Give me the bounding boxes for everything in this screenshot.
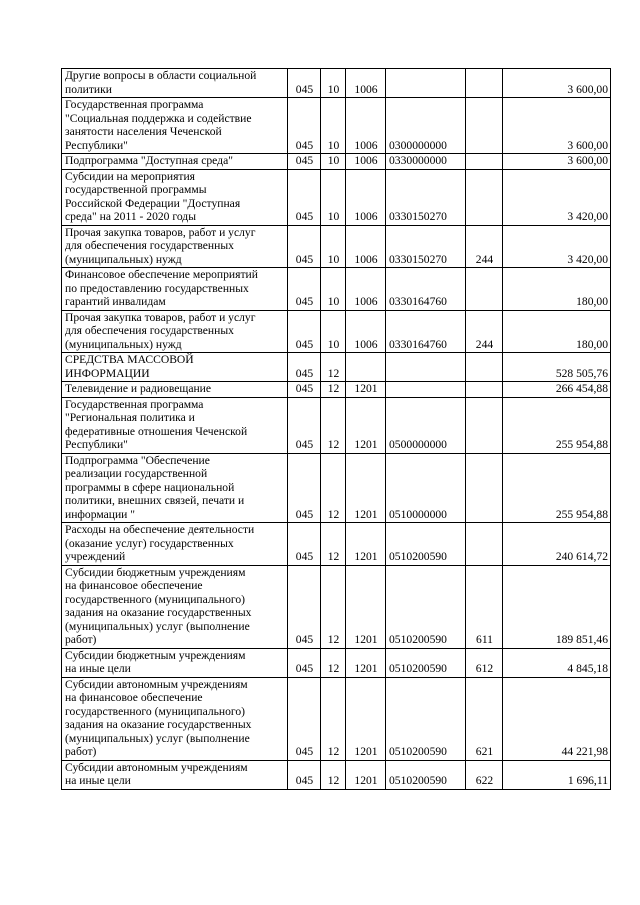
- target-article-text: 0510000000: [389, 507, 447, 521]
- section-code-cell: [321, 565, 346, 648]
- amount-text: 3 420,00: [567, 210, 608, 223]
- expense-name-cell: [62, 648, 288, 677]
- section-code-text: 12: [327, 774, 340, 787]
- admin-code-text: 045: [295, 382, 314, 395]
- section-code-cell: [321, 760, 346, 789]
- amount-cell: [503, 453, 611, 523]
- amount-text: 189 851,46: [555, 633, 608, 646]
- subsection-code-cell: [346, 154, 386, 170]
- expense-name-text: Прочая закупка товаров, работ и услуг для обеспечения государственных (муниципальных) нужд: [65, 310, 256, 351]
- expense-name-text: Финансовое обеспечение мероприятий по предоставлению государственных гарантий инвалидам: [65, 268, 258, 308]
- subsection-code-text: 1006: [354, 252, 378, 266]
- expense-name-cell: [62, 397, 288, 453]
- amount-text: 3 600,00: [567, 138, 608, 152]
- expense-name-cell: [62, 225, 288, 268]
- expense-type-text: 622: [475, 774, 494, 787]
- target-article-text: 0510200590: [389, 662, 447, 675]
- expense-type-cell: [466, 760, 503, 789]
- subsection-code-cell: [346, 648, 386, 677]
- section-code-text: 10: [327, 82, 340, 96]
- subsection-code-cell: [346, 353, 386, 382]
- expense-type-cell: [466, 677, 503, 760]
- expense-type-cell: [466, 565, 503, 648]
- expense-type-cell: [466, 382, 503, 398]
- admin-code-cell: [288, 565, 321, 648]
- subsection-code-cell: [346, 523, 386, 566]
- subsection-code-text: 1201: [354, 550, 378, 563]
- section-code-cell: [321, 98, 346, 154]
- subsection-code-text: 1006: [354, 295, 378, 308]
- expense-type-cell: [466, 397, 503, 453]
- subsection-code-cell: [346, 397, 386, 453]
- admin-code-cell: [288, 677, 321, 760]
- admin-code-cell: [288, 353, 321, 382]
- section-code-text: 12: [327, 366, 340, 380]
- expense-type-cell: [466, 225, 503, 268]
- amount-text: 3 600,00: [567, 82, 608, 96]
- amount-text: 180,00: [576, 295, 608, 308]
- target-article-cell: [386, 310, 466, 353]
- amount-cell: [503, 565, 611, 648]
- table-row: [62, 310, 611, 353]
- admin-code-cell: [288, 98, 321, 154]
- target-article-cell: [386, 169, 466, 225]
- amount-cell: [503, 69, 611, 98]
- admin-code-text: 045: [295, 774, 314, 787]
- amount-cell: [503, 523, 611, 566]
- amount-cell: [503, 648, 611, 677]
- expense-name-text: Субсидии автономным учреждениям на иные цели: [65, 760, 248, 787]
- amount-text: 44 221,98: [561, 745, 608, 758]
- table-row: [62, 268, 611, 311]
- section-code-cell: [321, 648, 346, 677]
- amount-text: 4 845,18: [567, 662, 608, 675]
- admin-code-cell: [288, 169, 321, 225]
- section-code-cell: [321, 453, 346, 523]
- expense-type-cell: [466, 98, 503, 154]
- target-article-cell: [386, 154, 466, 170]
- subsection-code-cell: [346, 69, 386, 98]
- section-code-text: 10: [327, 337, 340, 351]
- admin-code-text: 045: [295, 138, 314, 152]
- amount-text: 240 614,72: [555, 550, 608, 563]
- expense-type-text: 611: [476, 633, 493, 646]
- admin-code-cell: [288, 523, 321, 566]
- table-row: [62, 98, 611, 154]
- budget-table: [61, 68, 611, 790]
- admin-code-cell: [288, 69, 321, 98]
- table-row: [62, 353, 611, 382]
- amount-text: 3 600,00: [567, 154, 608, 167]
- amount-text: 266 454,88: [555, 382, 608, 395]
- subsection-code-text: 1201: [354, 382, 378, 395]
- expense-name-cell: [62, 760, 288, 789]
- admin-code-cell: [288, 760, 321, 789]
- admin-code-cell: [288, 453, 321, 523]
- target-article-text: 0330164760: [389, 337, 447, 351]
- expense-type-cell: [466, 523, 503, 566]
- table-row: [62, 382, 611, 398]
- subsection-code-text: 1006: [354, 337, 378, 351]
- subsection-code-text: 1201: [354, 774, 378, 787]
- section-code-cell: [321, 169, 346, 225]
- expense-name-cell: [62, 169, 288, 225]
- target-article-text: 0330150270: [389, 252, 447, 266]
- amount-cell: [503, 169, 611, 225]
- expense-type-cell: [466, 310, 503, 353]
- expense-name-cell: [62, 154, 288, 170]
- amount-cell: [503, 98, 611, 154]
- section-code-text: 12: [327, 382, 340, 395]
- admin-code-text: 045: [295, 438, 314, 451]
- amount-cell: [503, 154, 611, 170]
- expense-name-text: Субсидии на мероприятия государственной программы Российской Федерации "Доступная среда" на 2011 - 2020 годы: [65, 169, 241, 223]
- expense-type-cell: [466, 268, 503, 311]
- admin-code-text: 045: [295, 550, 314, 563]
- subsection-code-cell: [346, 310, 386, 353]
- subsection-code-text: 1201: [354, 438, 378, 451]
- section-code-cell: [321, 353, 346, 382]
- section-code-cell: [321, 397, 346, 453]
- expense-name-text: Телевидение и радиовещание: [65, 382, 212, 395]
- admin-code-text: 045: [295, 337, 314, 351]
- target-article-cell: [386, 760, 466, 789]
- admin-code-text: 045: [295, 295, 314, 308]
- table-row: [62, 69, 611, 98]
- expense-name-text: Субсидии бюджетным учреждениям на финансовое обеспечение государственного (муниципального) задания на оказание государственных (муниципальных) услуг (выполнение работ): [65, 565, 252, 646]
- target-article-cell: [386, 677, 466, 760]
- section-code-text: 10: [327, 210, 340, 223]
- target-article-cell: [386, 397, 466, 453]
- target-article-cell: [386, 648, 466, 677]
- subsection-code-text: 1201: [354, 507, 378, 521]
- expense-type-text: 621: [475, 745, 494, 758]
- expense-name-text: Субсидии автономным учреждениям на финансовое обеспечение государственного (муниципального) задания на оказание государственных (муниципальных) услуг (выполнение работ): [65, 677, 252, 758]
- budget-table-body: [62, 69, 611, 790]
- section-code-cell: [321, 69, 346, 98]
- table-row: [62, 169, 611, 225]
- amount-text: 180,00: [576, 337, 608, 351]
- expense-name-text: Подпрограмма "Доступная среда": [65, 154, 233, 167]
- table-row: [62, 225, 611, 268]
- subsection-code-text: 1006: [354, 154, 378, 167]
- amount-text: 1 696,11: [567, 774, 608, 787]
- subsection-code-cell: [346, 225, 386, 268]
- target-article-cell: [386, 69, 466, 98]
- subsection-code-cell: [346, 760, 386, 789]
- section-code-text: 10: [327, 295, 340, 308]
- amount-cell: [503, 310, 611, 353]
- amount-text: 3 420,00: [567, 252, 608, 266]
- target-article-cell: [386, 353, 466, 382]
- section-code-text: 10: [327, 138, 340, 152]
- admin-code-text: 045: [295, 252, 314, 266]
- section-code-cell: [321, 268, 346, 311]
- admin-code-cell: [288, 225, 321, 268]
- expense-name-text: Субсидии бюджетным учреждениям на иные цели: [65, 648, 246, 675]
- expense-name-text: Подпрограмма "Обеспечение реализации государственной программы в сфере национальной политики, внешних связей, печати и информации ": [65, 453, 245, 521]
- subsection-code-text: 1201: [354, 633, 378, 646]
- section-code-cell: [321, 310, 346, 353]
- target-article-text: 0510200590: [389, 745, 447, 758]
- table-row: [62, 565, 611, 648]
- expense-type-cell: [466, 69, 503, 98]
- subsection-code-cell: [346, 169, 386, 225]
- target-article-cell: [386, 453, 466, 523]
- table-row: [62, 523, 611, 566]
- section-code-text: 12: [327, 438, 340, 451]
- subsection-code-cell: [346, 565, 386, 648]
- expense-name-cell: [62, 382, 288, 398]
- admin-code-text: 045: [295, 507, 314, 521]
- amount-cell: [503, 382, 611, 398]
- section-code-cell: [321, 225, 346, 268]
- amount-text: 255 954,88: [555, 507, 608, 521]
- subsection-code-text: 1201: [354, 745, 378, 758]
- subsection-code-cell: [346, 268, 386, 311]
- admin-code-text: 045: [295, 745, 314, 758]
- section-code-text: 12: [327, 550, 340, 563]
- expense-type-cell: [466, 353, 503, 382]
- target-article-text: 0300000000: [389, 138, 447, 152]
- target-article-cell: [386, 268, 466, 311]
- target-article-text: 0500000000: [389, 438, 447, 451]
- target-article-cell: [386, 225, 466, 268]
- amount-cell: [503, 225, 611, 268]
- target-article-cell: [386, 382, 466, 398]
- section-code-cell: [321, 382, 346, 398]
- amount-cell: [503, 677, 611, 760]
- expense-type-text: 244: [475, 337, 494, 351]
- table-row: [62, 677, 611, 760]
- expense-name-text: Расходы на обеспечение деятельности (оказание услуг) государственных учреждений: [65, 523, 255, 563]
- subsection-code-text: 1006: [354, 210, 378, 223]
- expense-name-cell: [62, 523, 288, 566]
- subsection-code-cell: [346, 98, 386, 154]
- amount-text: 528 505,76: [555, 366, 608, 380]
- target-article-cell: [386, 565, 466, 648]
- target-article-cell: [386, 98, 466, 154]
- table-row: [62, 154, 611, 170]
- admin-code-text: 045: [295, 210, 314, 223]
- subsection-code-text: 1006: [354, 82, 378, 96]
- table-row: [62, 453, 611, 523]
- section-code-text: 10: [327, 252, 340, 266]
- target-article-text: 0510200590: [389, 550, 447, 563]
- expense-name-cell: [62, 310, 288, 353]
- table-row: [62, 760, 611, 789]
- admin-code-text: 045: [295, 154, 314, 167]
- expense-name-text: Государственная программа "Социальная поддержка и содействие занятости населения Чеченской Республики": [65, 98, 252, 152]
- admin-code-cell: [288, 397, 321, 453]
- section-code-cell: [321, 154, 346, 170]
- expense-type-cell: [466, 169, 503, 225]
- expense-name-text: Другие вопросы в области социальной политики: [65, 69, 257, 96]
- target-article-text: 0330000000: [389, 154, 447, 167]
- admin-code-cell: [288, 648, 321, 677]
- admin-code-text: 045: [295, 82, 314, 96]
- section-code-text: 10: [327, 154, 340, 167]
- subsection-code-cell: [346, 382, 386, 398]
- amount-cell: [503, 760, 611, 789]
- amount-cell: [503, 397, 611, 453]
- expense-type-cell: [466, 648, 503, 677]
- admin-code-cell: [288, 154, 321, 170]
- admin-code-cell: [288, 268, 321, 311]
- target-article-text: 0510200590: [389, 633, 447, 646]
- table-row: [62, 648, 611, 677]
- section-code-text: 12: [327, 745, 340, 758]
- amount-text: 255 954,88: [555, 438, 608, 451]
- expense-name-cell: [62, 98, 288, 154]
- target-article-text: 0330150270: [389, 210, 447, 223]
- expense-name-cell: [62, 453, 288, 523]
- section-code-cell: [321, 523, 346, 566]
- expense-name-cell: [62, 353, 288, 382]
- expense-name-text: СРЕДСТВА МАССОВОЙ ИНФОРМАЦИИ: [65, 353, 194, 380]
- section-code-cell: [321, 677, 346, 760]
- expense-name-cell: [62, 677, 288, 760]
- section-code-text: 12: [327, 662, 340, 675]
- section-code-text: 12: [327, 633, 340, 646]
- expense-name-cell: [62, 268, 288, 311]
- amount-cell: [503, 353, 611, 382]
- subsection-code-text: 1201: [354, 662, 378, 675]
- admin-code-text: 045: [295, 662, 314, 675]
- subsection-code-cell: [346, 677, 386, 760]
- expense-type-text: 612: [475, 662, 494, 675]
- expense-type-cell: [466, 154, 503, 170]
- expense-type-text: 244: [475, 252, 494, 266]
- target-article-cell: [386, 523, 466, 566]
- subsection-code-cell: [346, 453, 386, 523]
- target-article-text: 0330164760: [389, 295, 447, 308]
- expense-name-cell: [62, 565, 288, 648]
- expense-type-cell: [466, 453, 503, 523]
- table-row: [62, 397, 611, 453]
- target-article-text: 0510200590: [389, 774, 447, 787]
- amount-cell: [503, 268, 611, 311]
- admin-code-cell: [288, 310, 321, 353]
- expense-name-text: Прочая закупка товаров, работ и услуг для обеспечения государственных (муниципальных) нужд: [65, 225, 256, 266]
- subsection-code-text: 1006: [354, 138, 378, 152]
- admin-code-cell: [288, 382, 321, 398]
- admin-code-text: 045: [295, 633, 314, 646]
- admin-code-text: 045: [295, 366, 314, 380]
- section-code-text: 12: [327, 507, 340, 521]
- expense-name-cell: [62, 69, 288, 98]
- expense-name-text: Государственная программа "Региональная политика и федеративные отношения Чеченской Республики": [65, 397, 248, 451]
